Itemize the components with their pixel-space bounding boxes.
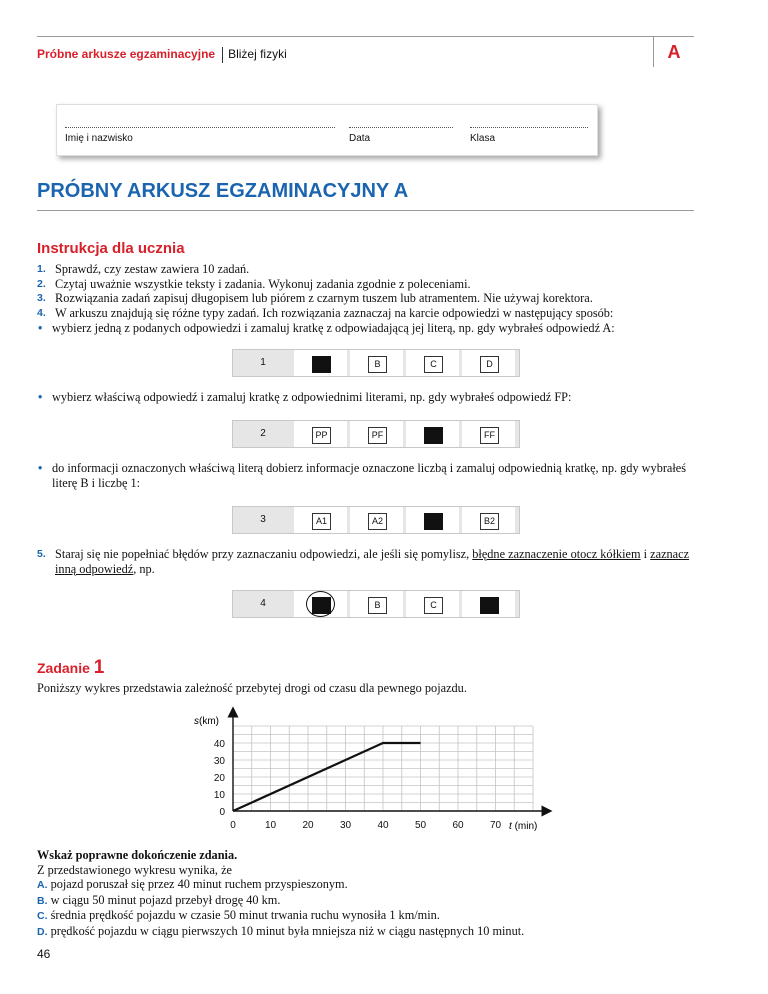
answer-box[interactable]: PP	[312, 427, 331, 444]
answer-option[interactable]	[37, 924, 717, 940]
item-text: i	[640, 547, 651, 561]
option-text: pojazd poruszał się przez 40 minut ruchem przyspieszonym.	[50, 877, 348, 891]
page-number: 46	[37, 947, 51, 961]
bullet-icon: •	[38, 321, 43, 335]
option-letter: D.	[37, 925, 48, 938]
x-axis-label: t (min)	[509, 821, 538, 832]
row-number: 3	[260, 514, 266, 525]
question-prompt: Wskaż poprawne dokończenie zdania.	[37, 848, 238, 862]
item-number: 1.	[37, 263, 46, 275]
task-number: 1	[93, 657, 105, 678]
bullet-icon: •	[38, 390, 43, 404]
question-lead: Z przedstawionego wykresu wynika, że	[37, 862, 232, 877]
item-text: Sprawdź, czy zestaw zawiera 10 zadań.	[55, 262, 250, 276]
answer-box[interactable]: C	[424, 356, 443, 373]
row-number: 1	[260, 357, 266, 368]
header-series: Próbne arkusze egzaminacyjne	[37, 47, 216, 62]
option-letter: A.	[37, 879, 48, 891]
option-text: w ciągu 50 minut pojazd przebył drogę 40 km.	[50, 892, 281, 907]
item-text: Czytaj uważnie wszystkie teksty i zadania. Wykonuj zadania zgodnie z poleceniami.	[55, 276, 471, 291]
task-intro: Poniższy wykres przedstawia zależność przebytej drogi od czasu dla pewnego pojazdu.	[37, 681, 467, 695]
x-tick-label: 10	[264, 820, 277, 831]
x-tick-label: 70	[489, 820, 502, 831]
page-title: PRÓBNY ARKUSZ EGZAMINACYJNY A	[37, 180, 694, 211]
item-text: W arkuszu znajdują się różne typy zadań. Ich rozwiązania zaznaczaj na karcie odpowiedzi w następujący sposób:	[55, 305, 614, 320]
answer-box[interactable]: A2	[368, 513, 387, 530]
item-text: , np.	[133, 561, 155, 576]
answer-box[interactable]: B2	[480, 513, 499, 530]
answer-box[interactable]: B	[368, 356, 387, 373]
date-field[interactable]: Data	[349, 127, 453, 144]
item-text: Staraj się nie popełniać błędów przy zaznaczaniu odpowiedzi, ale jeśli się pomylisz,	[55, 547, 473, 561]
class-field[interactable]: Klasa	[470, 127, 588, 144]
x-tick-label: 50	[414, 820, 427, 831]
answer-box[interactable]: A1	[312, 513, 331, 530]
row-number: 4	[260, 598, 266, 609]
item-number: 5.	[37, 548, 46, 560]
answer-option[interactable]	[37, 893, 717, 909]
bullet-text: wybierz jedną z podanych odpowiedzi i zamaluj kratkę z odpowiadającą jej literą, np. gdy wybrałeś odpowiedź A:	[52, 321, 615, 335]
y-axis-label: s(km)	[194, 716, 219, 727]
header-book: Bliżej fizyki	[228, 47, 287, 62]
bullet-icon: •	[38, 461, 43, 475]
y-tick-label: 10	[213, 790, 225, 801]
y-tick-label: 20	[213, 773, 225, 784]
y-tick-label: 30	[213, 756, 225, 767]
answer-box[interactable]: PF	[368, 427, 387, 444]
variant-letter: A	[653, 37, 694, 67]
chart-grid	[233, 726, 533, 811]
x-tick-label: 30	[339, 820, 352, 831]
answer-option[interactable]	[37, 877, 717, 893]
instructions-heading: Instrukcja dla ucznia	[37, 240, 185, 257]
task-label: Zadanie	[37, 660, 90, 676]
answer-box[interactable]: B	[368, 597, 387, 614]
x-tick-label: 20	[302, 820, 314, 831]
underlined-text: błędne zaznaczenie otocz kółkiem	[472, 547, 641, 561]
item-text: Rozwiązania zadań zapisuj długopisem lub piórem z czarnym tuszem lub atramentem. Nie używaj korektora.	[55, 291, 593, 305]
option-letter: C.	[37, 910, 48, 922]
option-text: średnia prędkość pojazdu w czasie 50 minut trwania ruchu wynosiła 1 km/min.	[50, 908, 440, 922]
item-number: 3.	[37, 292, 46, 304]
y-tick-label: 40	[213, 739, 225, 750]
name-field[interactable]: Imię i nazwisko	[65, 127, 335, 144]
item-number: 2.	[37, 277, 46, 290]
chart-axes	[233, 712, 547, 811]
task-question	[37, 848, 717, 939]
answer-option[interactable]	[37, 908, 717, 924]
item-number: 4.	[37, 306, 46, 319]
y-tick-label: 0	[219, 807, 225, 818]
answer-box[interactable]: D	[480, 356, 499, 373]
x-tick-label: 60	[452, 820, 464, 831]
answer-box[interactable]: FF	[480, 427, 499, 444]
answer-box[interactable]: C	[424, 597, 443, 614]
x-tick-label: 40	[377, 820, 389, 831]
chart-labels	[194, 716, 537, 832]
row-number: 2	[260, 428, 266, 439]
bullet-text: wybierz właściwą odpowiedź i zamaluj kratkę z odpowiednimi literami, np. gdy wybrałeś odpowiedź FP:	[52, 390, 572, 404]
option-text: prędkość pojazdu w ciągu pierwszych 10 minut była mniejsza niż w ciągu następnych 10 minut.	[50, 923, 525, 938]
x-tick-label: 0	[230, 820, 236, 831]
underlined-text: zaznacz inną odpowiedź	[55, 547, 690, 576]
option-letter: B.	[37, 894, 48, 907]
bullet-text: do informacji oznaczonych właściwą literą dobierz informacje oznaczone liczbą i zamaluj odpowiednią kratkę, np. gdy wybrałeś literę B i liczbę 1:	[52, 461, 687, 490]
